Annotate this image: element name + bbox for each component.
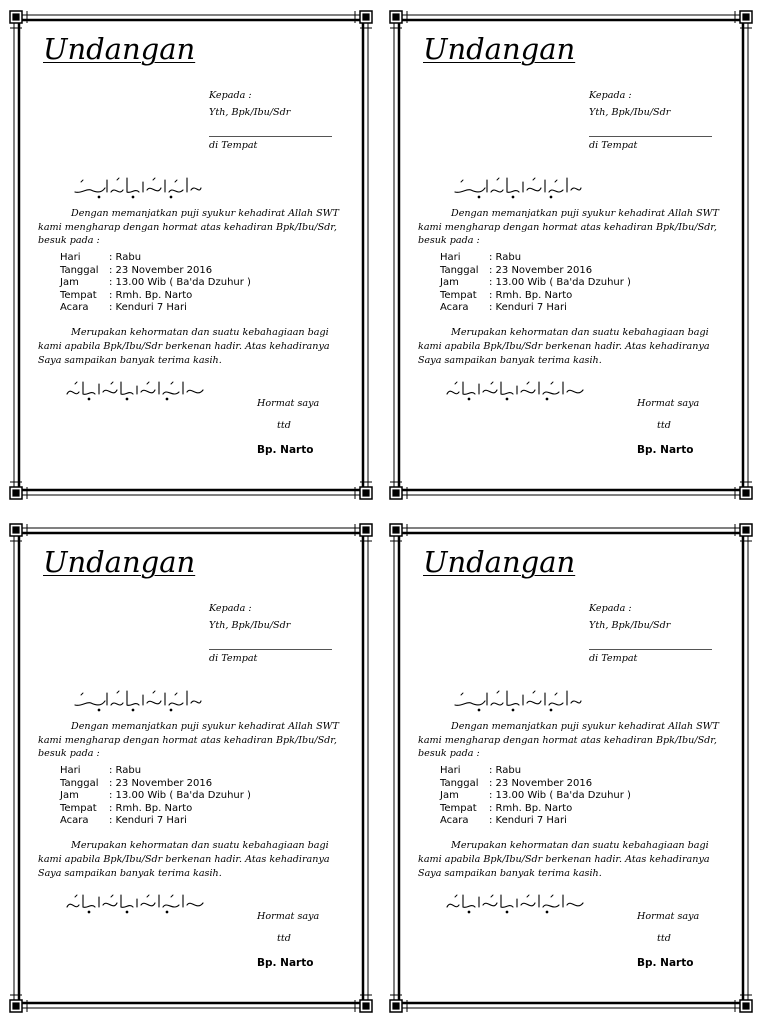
invitation-title: Undangan: [423, 32, 576, 66]
intro-line-2: kami mengharap dengan hormat atas kehadiran Bpk/Ibu/Sdr,: [38, 222, 337, 233]
detail-key: Hari: [440, 765, 461, 776]
detail-row-date: [440, 265, 631, 278]
intro-line-2: kami mengharap dengan hormat atas kehadiran Bpk/Ibu/Sdr,: [38, 735, 337, 746]
recipient-name-line: [209, 649, 332, 650]
event-details: [440, 252, 631, 315]
detail-value: : Kenduri 7 Hari: [109, 815, 187, 827]
detail-value: : Rabu: [489, 765, 522, 776]
detail-value: : Rmh. Bp. Narto: [109, 802, 193, 814]
detail-value: : Rabu: [489, 252, 522, 263]
detail-key: Tanggal: [60, 777, 99, 789]
detail-value: : 13.00 Wib ( Ba'da Dzuhur ): [109, 790, 251, 802]
opening-greeting-calligraphy: [71, 172, 203, 200]
opening-greeting-calligraphy: [71, 685, 203, 713]
closing-line-3: Saya sampaikan banyak terima kasih.: [418, 355, 602, 366]
detail-row-day: [60, 252, 251, 265]
signer-name: Bp. Narto: [637, 957, 694, 969]
closing-line-2: kami apabila Bpk/Ibu/Sdr berkenan hadir. Atas kehadiranya: [418, 341, 710, 352]
detail-row-day: [440, 765, 631, 778]
detail-row-time: [60, 277, 251, 290]
closing-line-1: Merupakan kehormatan dan suatu kebahagiaan bagi: [71, 840, 329, 851]
detail-key: Tempat: [440, 802, 477, 814]
signature-placeholder: ttd: [657, 420, 671, 431]
detail-row-event: [440, 815, 631, 828]
intro-line-3: besuk pada :: [418, 748, 480, 759]
detail-row-place: [440, 803, 631, 816]
recipient-label: Kepada :: [209, 90, 252, 101]
closing-line-3: Saya sampaikan banyak terima kasih.: [38, 868, 222, 879]
recipient-name-line: [589, 136, 712, 137]
detail-row-place: [60, 290, 251, 303]
closing-line-3: Saya sampaikan banyak terima kasih.: [418, 868, 602, 879]
regards-label: Hormat saya: [257, 398, 320, 409]
closing-line-1: Merupakan kehormatan dan suatu kebahagiaan bagi: [451, 840, 709, 851]
recipient-label: Kepada :: [589, 603, 632, 614]
detail-key: Jam: [440, 277, 459, 289]
event-details: [440, 765, 631, 828]
detail-row-place: [440, 290, 631, 303]
detail-key: Tempat: [440, 289, 477, 301]
opening-greeting-calligraphy: [451, 685, 583, 713]
recipient-salutation: Yth, Bpk/Ibu/Sdr: [209, 620, 291, 631]
intro-line-2: kami mengharap dengan hormat atas kehadiran Bpk/Ibu/Sdr,: [418, 222, 717, 233]
detail-key: Acara: [440, 302, 469, 314]
recipient-name-line: [589, 649, 712, 650]
signature-placeholder: ttd: [277, 420, 291, 431]
detail-value: : Rmh. Bp. Narto: [109, 289, 193, 301]
detail-key: Hari: [60, 765, 81, 776]
detail-value: : 23 November 2016: [489, 264, 593, 276]
detail-row-time: [440, 277, 631, 290]
detail-row-time: [440, 790, 631, 803]
event-details: [60, 765, 251, 828]
detail-row-day: [440, 252, 631, 265]
closing-line-2: kami apabila Bpk/Ibu/Sdr berkenan hadir. Atas kehadiranya: [38, 341, 330, 352]
recipient-salutation: Yth, Bpk/Ibu/Sdr: [209, 107, 291, 118]
intro-line-2: kami mengharap dengan hormat atas kehadiran Bpk/Ibu/Sdr,: [418, 735, 717, 746]
intro-line-3: besuk pada :: [38, 748, 100, 759]
detail-row-time: [60, 790, 251, 803]
recipient-label: Kepada :: [589, 90, 632, 101]
detail-row-day: [60, 765, 251, 778]
detail-key: Tanggal: [60, 264, 99, 276]
recipient-label: Kepada :: [209, 603, 252, 614]
recipient-place: di Tempat: [589, 653, 638, 664]
closing-greeting-calligraphy: [443, 889, 587, 915]
detail-row-event: [60, 302, 251, 315]
detail-value: : 13.00 Wib ( Ba'da Dzuhur ): [109, 277, 251, 289]
detail-row-date: [60, 265, 251, 278]
detail-row-date: [440, 778, 631, 791]
detail-row-date: [60, 778, 251, 791]
detail-key: Hari: [440, 252, 461, 263]
intro-line-1: Dengan memanjatkan puji syukur kehadirat Allah SWT: [451, 721, 719, 732]
closing-greeting-calligraphy: [443, 376, 587, 402]
intro-line-1: Dengan memanjatkan puji syukur kehadirat Allah SWT: [71, 721, 339, 732]
closing-line-2: kami apabila Bpk/Ibu/Sdr berkenan hadir. Atas kehadiranya: [38, 854, 330, 865]
closing-line-1: Merupakan kehormatan dan suatu kebahagiaan bagi: [451, 327, 709, 338]
detail-key: Jam: [60, 277, 79, 289]
detail-key: Tempat: [60, 802, 97, 814]
detail-value: : 23 November 2016: [109, 777, 213, 789]
recipient-place: di Tempat: [209, 653, 258, 664]
detail-value: : Rmh. Bp. Narto: [489, 802, 573, 814]
signer-name: Bp. Narto: [637, 444, 694, 456]
closing-line-2: kami apabila Bpk/Ibu/Sdr berkenan hadir. Atas kehadiranya: [418, 854, 710, 865]
regards-label: Hormat saya: [637, 911, 700, 922]
closing-greeting-calligraphy: [63, 376, 207, 402]
detail-value: : Rmh. Bp. Narto: [489, 289, 573, 301]
recipient-name-line: [209, 136, 332, 137]
detail-value: : Rabu: [109, 765, 142, 776]
detail-key: Hari: [60, 252, 81, 263]
closing-line-3: Saya sampaikan banyak terima kasih.: [38, 355, 222, 366]
regards-label: Hormat saya: [637, 398, 700, 409]
signer-name: Bp. Narto: [257, 444, 314, 456]
invitation-card: [9, 10, 373, 500]
closing-greeting-calligraphy: [63, 889, 207, 915]
detail-key: Tanggal: [440, 264, 479, 276]
detail-value: : Kenduri 7 Hari: [489, 302, 567, 314]
invitation-card: [389, 523, 753, 1013]
intro-line-3: besuk pada :: [38, 235, 100, 246]
regards-label: Hormat saya: [257, 911, 320, 922]
signature-placeholder: ttd: [277, 933, 291, 944]
closing-line-1: Merupakan kehormatan dan suatu kebahagiaan bagi: [71, 327, 329, 338]
signature-placeholder: ttd: [657, 933, 671, 944]
detail-value: : 13.00 Wib ( Ba'da Dzuhur ): [489, 790, 631, 802]
detail-value: : 23 November 2016: [489, 777, 593, 789]
detail-value: : Rabu: [109, 252, 142, 263]
intro-line-3: besuk pada :: [418, 235, 480, 246]
detail-key: Tanggal: [440, 777, 479, 789]
invitation-title: Undangan: [43, 545, 196, 579]
intro-line-1: Dengan memanjatkan puji syukur kehadirat Allah SWT: [71, 208, 339, 219]
opening-greeting-calligraphy: [451, 172, 583, 200]
recipient-salutation: Yth, Bpk/Ibu/Sdr: [589, 107, 671, 118]
invitation-title: Undangan: [423, 545, 576, 579]
detail-value: : 23 November 2016: [109, 264, 213, 276]
detail-key: Tempat: [60, 289, 97, 301]
detail-value: : Kenduri 7 Hari: [109, 302, 187, 314]
event-details: [60, 252, 251, 315]
detail-key: Acara: [60, 302, 89, 314]
intro-line-1: Dengan memanjatkan puji syukur kehadirat Allah SWT: [451, 208, 719, 219]
detail-row-place: [60, 803, 251, 816]
detail-row-event: [440, 302, 631, 315]
invitation-card: [389, 10, 753, 500]
recipient-place: di Tempat: [209, 140, 258, 151]
recipient-salutation: Yth, Bpk/Ibu/Sdr: [589, 620, 671, 631]
detail-value: : Kenduri 7 Hari: [489, 815, 567, 827]
invitation-title: Undangan: [43, 32, 196, 66]
detail-key: Acara: [440, 815, 469, 827]
signer-name: Bp. Narto: [257, 957, 314, 969]
detail-key: Jam: [440, 790, 459, 802]
detail-row-event: [60, 815, 251, 828]
invitation-card: [9, 523, 373, 1013]
recipient-place: di Tempat: [589, 140, 638, 151]
detail-key: Jam: [60, 790, 79, 802]
detail-value: : 13.00 Wib ( Ba'da Dzuhur ): [489, 277, 631, 289]
detail-key: Acara: [60, 815, 89, 827]
